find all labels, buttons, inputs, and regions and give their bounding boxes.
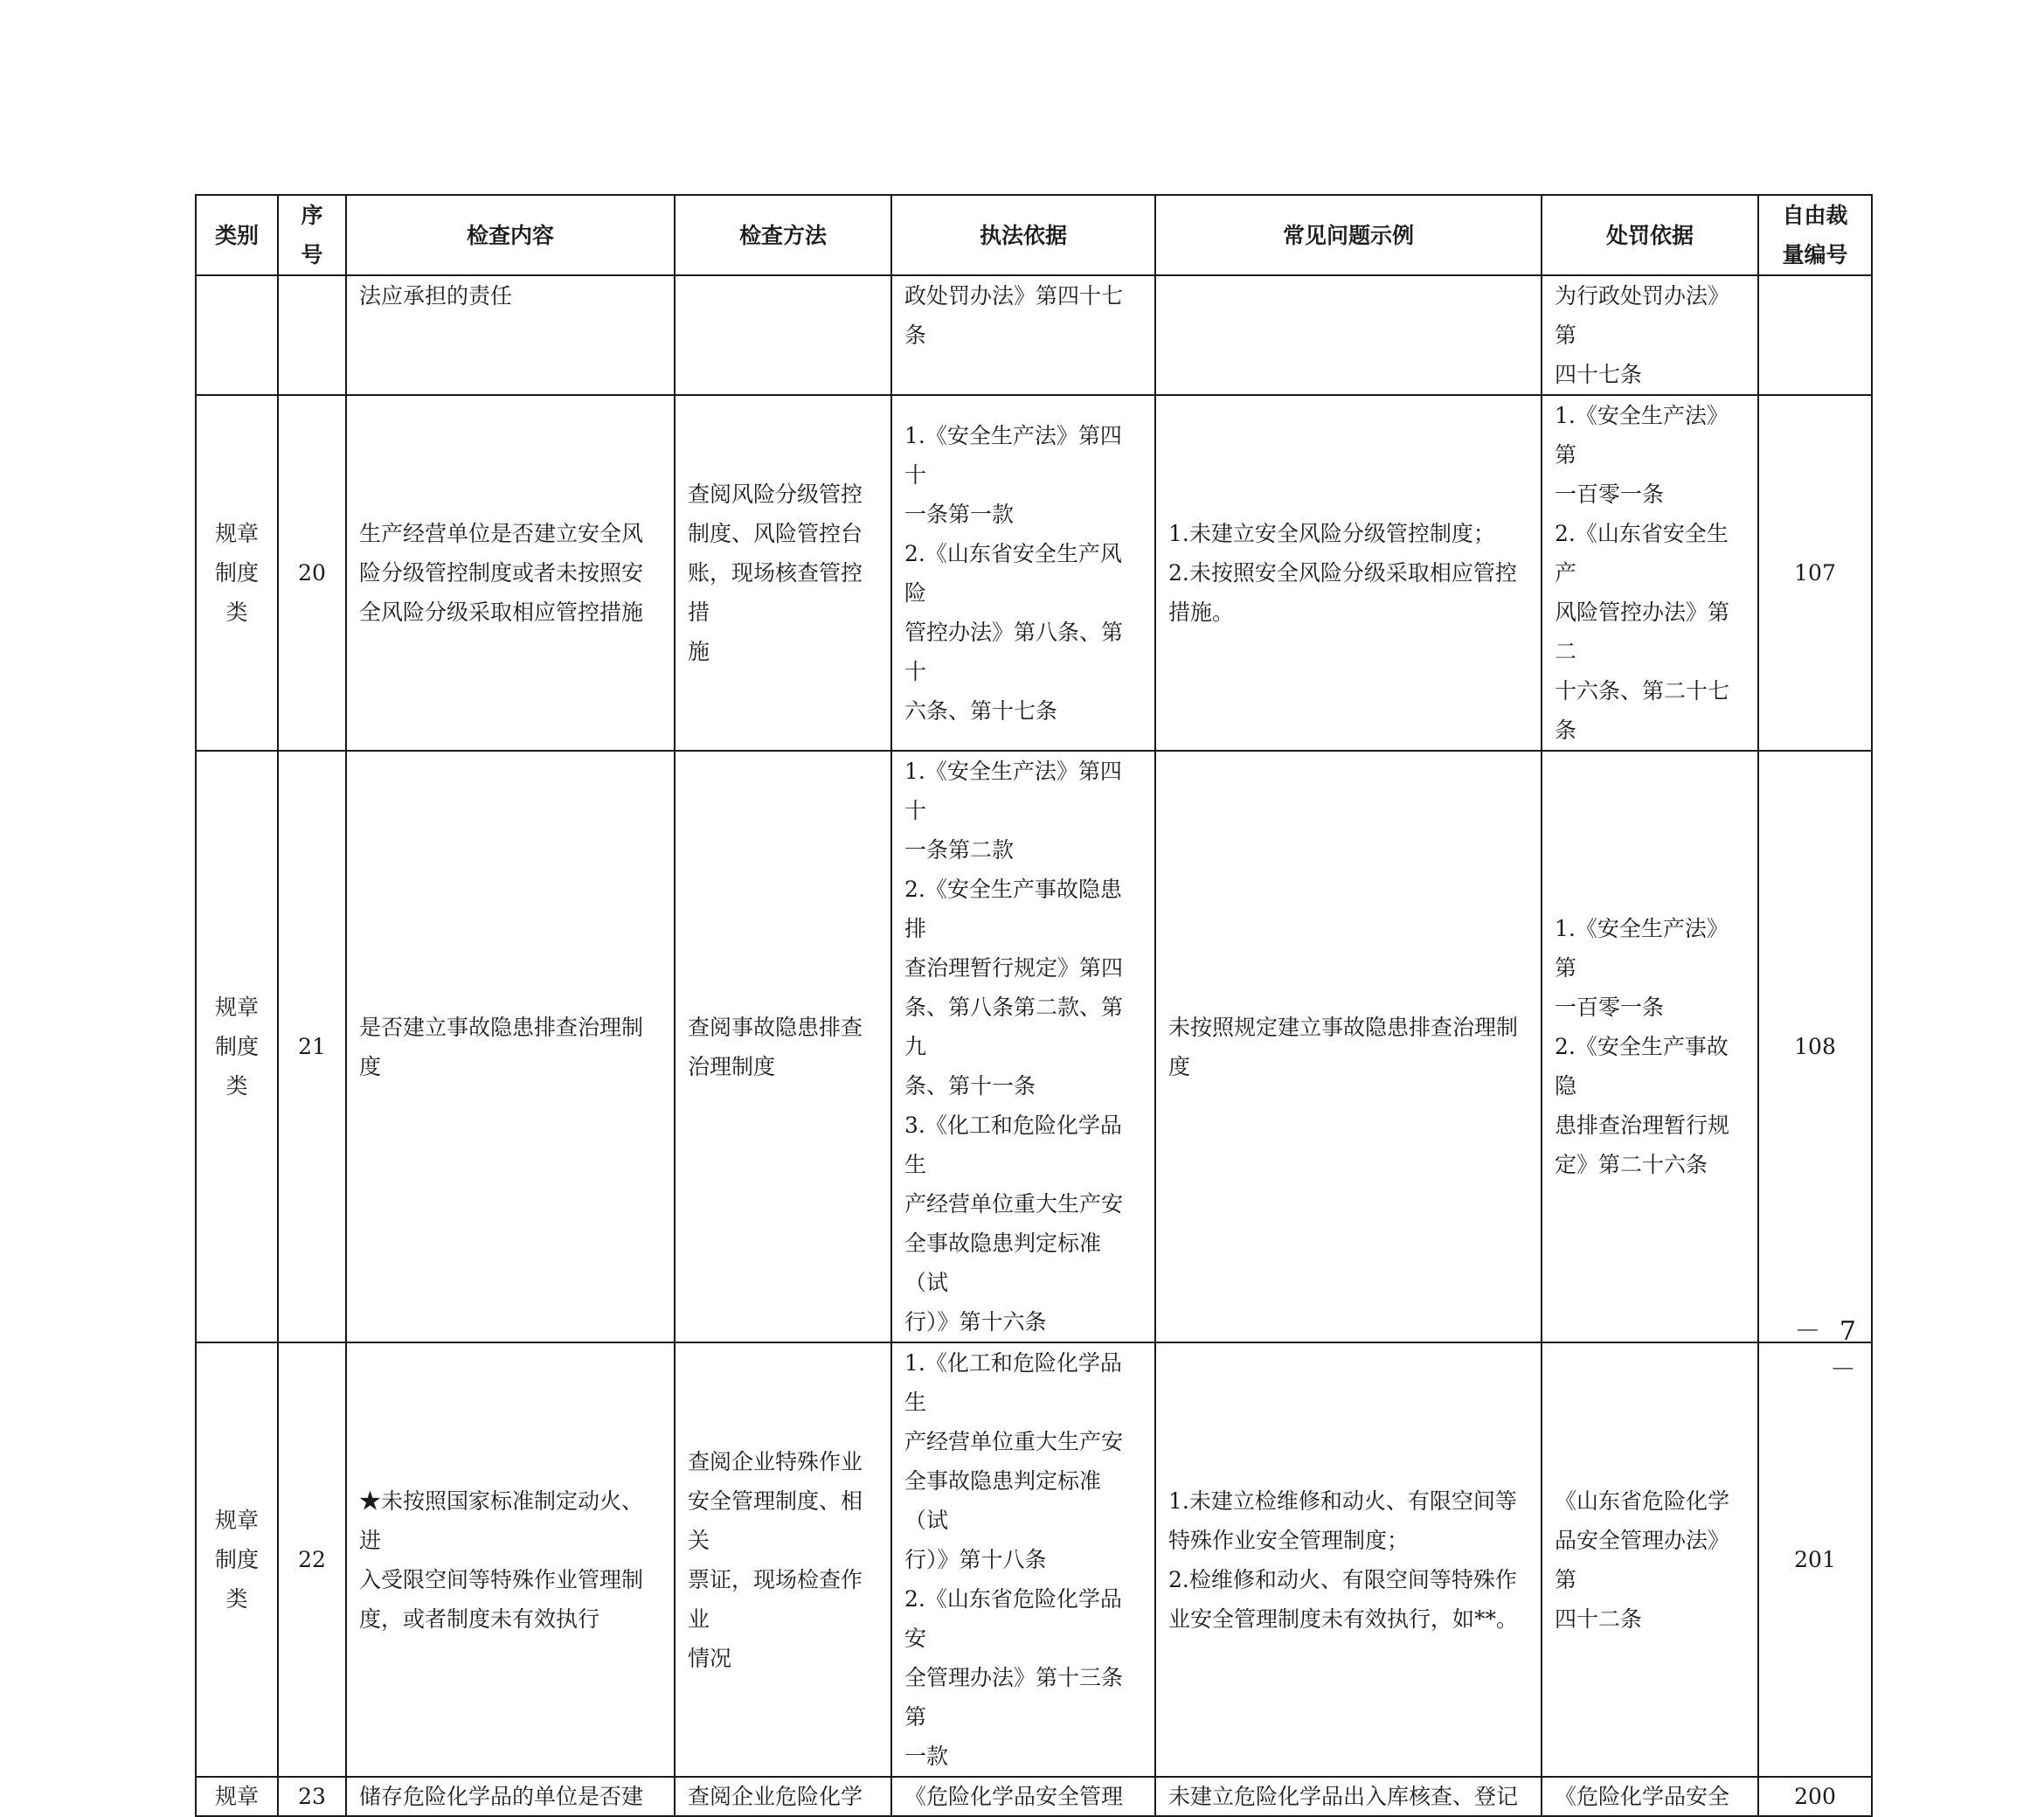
cell-basis-line: 条、第十一条: [904, 1073, 1036, 1099]
inspection-table: [195, 194, 1873, 1817]
cell-problems: [1155, 751, 1542, 1342]
header-category: 类别: [196, 195, 278, 275]
cell-basis: [891, 751, 1155, 1342]
cell-seq: 20: [278, 395, 346, 751]
cell-basis-line: 1.《化工和危险化学品生: [904, 1350, 1122, 1415]
cell-basis: [891, 1342, 1155, 1777]
cell-problems-line: 1.未建立安全风险分级管控制度；: [1168, 521, 1495, 546]
cell-method-line: 账，现场核查管控措: [688, 560, 863, 625]
cell-method: [675, 275, 891, 395]
cell-method-line: 施: [688, 639, 710, 664]
cell-basis-line: 查治理暂行规定》第四: [904, 955, 1124, 981]
cell-content-line: 入受限空间等特殊作业管理制: [359, 1566, 644, 1592]
cell-problems-line: 业安全管理制度未有效执行，如**。: [1168, 1605, 1519, 1632]
header-content: 检查内容: [346, 195, 675, 275]
cell-problems: [1155, 395, 1542, 751]
cell-code: 108: [1758, 751, 1872, 1342]
cell-content: [346, 1342, 675, 1777]
page-number: － 7 －: [1794, 1316, 1861, 1385]
table-row-20: [196, 395, 1872, 751]
cell-penalty: 《危险化学品安全: [1542, 1777, 1758, 1816]
cell-method: 查阅企业危险化学: [675, 1777, 891, 1816]
cell-basis-line: 六条、第十七条: [904, 697, 1058, 724]
cell-content-line: 法应承担的责任: [359, 283, 513, 309]
header-seq: [278, 195, 346, 275]
header-code-line-2: 量编号: [1782, 242, 1848, 267]
table-row-23: [196, 1777, 1872, 1816]
cell-basis: [891, 395, 1155, 751]
cell-category-line: 规章: [214, 521, 259, 546]
cell-code: [1758, 275, 1872, 395]
cell-method-line: 票证，现场检查作业: [688, 1566, 863, 1632]
cell-problems: 未建立危险化学品出入库核查、登记: [1155, 1777, 1542, 1816]
cell-problems-line: 未按照规定建立事故隐患排查治理制: [1168, 1014, 1519, 1040]
cell-content-line: 度: [359, 1053, 382, 1079]
cell-content: [346, 275, 675, 395]
cell-basis-line: 1.《安全生产法》第四十: [904, 759, 1122, 823]
cell-basis-line: 政处罚办法》第四十七条: [904, 283, 1124, 348]
cell-category-line: 类: [225, 1073, 248, 1099]
cell-category-line: 规章: [214, 995, 259, 1020]
cell-problems-line: 度: [1168, 1053, 1191, 1079]
cell-penalty-line: 1.《安全生产法》第: [1555, 403, 1729, 468]
cell-penalty-line: 品安全管理办法》第: [1555, 1527, 1730, 1592]
header-penalty: 处罚依据: [1542, 195, 1758, 275]
cell-basis-line: 一款: [904, 1744, 949, 1769]
cell-seq: 23: [278, 1777, 346, 1816]
cell-method: [675, 751, 891, 1342]
cell-penalty-line: 四十二条: [1555, 1605, 1643, 1632]
cell-problems: [1155, 1342, 1542, 1777]
cell-basis: 《危险化学品安全管理: [891, 1777, 1155, 1816]
cell-basis-line: 条、第八条第二款、第九: [904, 995, 1124, 1059]
cell-problems-line: 措施。: [1168, 600, 1235, 625]
cell-basis-line: 2.《安全生产事故隐患排: [904, 877, 1122, 941]
table-row-continued: [196, 275, 1872, 395]
cell-basis-line: 产经营单位重大生产安: [904, 1191, 1124, 1217]
cell-content-line: 全风险分级采取相应管控措施: [359, 600, 644, 625]
cell-penalty-line: 1.《安全生产法》第: [1555, 916, 1729, 981]
cell-penalty-line: 2.《山东省安全生产: [1555, 521, 1729, 586]
cell-content-line: 度，或者制度未有效执行: [359, 1605, 600, 1632]
cell-method: [675, 1342, 891, 1777]
cell-penalty-line: 四十七条: [1555, 362, 1643, 387]
cell-code: 107: [1758, 395, 1872, 751]
cell-problems-line: 2.未按照安全风险分级采取相应管控: [1168, 560, 1517, 586]
table-row-21: [196, 751, 1872, 1342]
cell-category: 规章: [196, 1777, 278, 1816]
header-row: [196, 195, 1872, 275]
cell-basis-line: 一条第二款: [904, 837, 1015, 863]
header-problems: 常见问题示例: [1155, 195, 1542, 275]
cell-basis-line: 2.《山东省安全生产风险: [904, 540, 1122, 606]
cell-penalty-line: 定》第二十六条: [1555, 1152, 1708, 1177]
cell-code: 200: [1758, 1777, 1872, 1816]
cell-penalty-line: 《山东省危险化学: [1555, 1488, 1730, 1514]
cell-content-line: 险分级管控制度或者未按照安: [359, 560, 644, 586]
cell-penalty-line: 一百零一条: [1555, 482, 1665, 507]
cell-content: 储存危险化学品的单位是否建: [346, 1777, 675, 1816]
cell-basis-line: 行）》第十六条: [904, 1309, 1047, 1335]
header-code-line-1: 自由裁: [1782, 203, 1848, 228]
cell-basis-line: 行）》第十八条: [904, 1547, 1047, 1572]
cell-penalty: [1542, 395, 1758, 751]
cell-penalty-line: 风险管控办法》第二: [1555, 600, 1730, 664]
cell-category-line: 制度: [214, 1034, 259, 1059]
cell-seq: 21: [278, 751, 346, 1342]
cell-content-line: ★未按照国家标准制定动火、进: [359, 1488, 644, 1553]
cell-content: [346, 751, 675, 1342]
cell-penalty-line: 为行政处罚办法》第: [1555, 283, 1730, 348]
cell-category-line: 类: [225, 1586, 248, 1612]
cell-problems-line: 特殊作业安全管理制度；: [1168, 1527, 1410, 1553]
cell-method-line: 治理制度: [688, 1053, 776, 1079]
cell-category-line: 制度: [214, 1547, 259, 1572]
cell-seq: [278, 275, 346, 395]
cell-basis-line: 管控办法》第八条、第十: [904, 619, 1124, 684]
cell-basis-line: 全事故隐患判定标准（试: [904, 1468, 1102, 1533]
cell-content: [346, 395, 675, 751]
cell-method-line: 查阅风险分级管控: [688, 482, 863, 507]
cell-method-line: 安全管理制度、相关: [688, 1488, 863, 1553]
cell-category-line: 制度: [214, 560, 259, 586]
cell-penalty: [1542, 751, 1758, 1342]
cell-category-line: 类: [225, 600, 248, 625]
cell-penalty: [1542, 1342, 1758, 1777]
cell-problems-line: 1.未建立检维修和动火、有限空间等: [1168, 1488, 1517, 1514]
cell-seq: 22: [278, 1342, 346, 1777]
cell-content-line: 是否建立事故隐患排查治理制: [359, 1014, 644, 1040]
cell-category: [196, 751, 278, 1342]
cell-category-line: 规章: [214, 1508, 259, 1533]
header-code: [1758, 195, 1872, 275]
header-seq-line-1: 序: [301, 203, 323, 228]
cell-method: [675, 395, 891, 751]
cell-code: 201: [1758, 1342, 1872, 1777]
cell-penalty-line: 2.《安全生产事故隐: [1555, 1034, 1729, 1099]
cell-method-line: 查阅事故隐患排查: [688, 1014, 863, 1040]
cell-penalty-line: 患排查治理暂行规: [1555, 1113, 1730, 1138]
header-seq-line-2: 号: [301, 242, 323, 267]
cell-penalty-line: 十六条、第二十七条: [1555, 678, 1730, 743]
cell-penalty: [1542, 275, 1758, 395]
cell-basis-line: 产经营单位重大生产安: [904, 1429, 1124, 1454]
header-method: 检查方法: [675, 195, 891, 275]
cell-basis-line: 3.《化工和危险化学品生: [904, 1113, 1122, 1177]
cell-basis: [891, 275, 1155, 395]
cell-method-line: 查阅企业特殊作业: [688, 1448, 863, 1474]
cell-basis-line: 一条第一款: [904, 501, 1015, 527]
cell-category: [196, 395, 278, 751]
cell-penalty-line: 一百零一条: [1555, 995, 1665, 1020]
cell-content-line: 生产经营单位是否建立安全风: [359, 521, 644, 546]
cell-problems-line: 2.检维修和动火、有限空间等特殊作: [1168, 1566, 1517, 1592]
cell-basis-line: 2.《山东省危险化学品安: [904, 1586, 1122, 1651]
cell-basis-line: 全事故隐患判定标准（试: [904, 1231, 1102, 1295]
cell-method-line: 情况: [688, 1645, 732, 1671]
cell-problems: [1155, 275, 1542, 395]
cell-basis-line: 全管理办法》第十三条第: [904, 1665, 1124, 1730]
cell-basis-line: 1.《安全生产法》第四十: [904, 422, 1122, 488]
cell-category: [196, 1342, 278, 1777]
cell-category: [196, 275, 278, 395]
cell-method-line: 制度、风险管控台: [688, 521, 863, 546]
table-row-22: [196, 1342, 1872, 1777]
header-basis: 执法依据: [891, 195, 1155, 275]
